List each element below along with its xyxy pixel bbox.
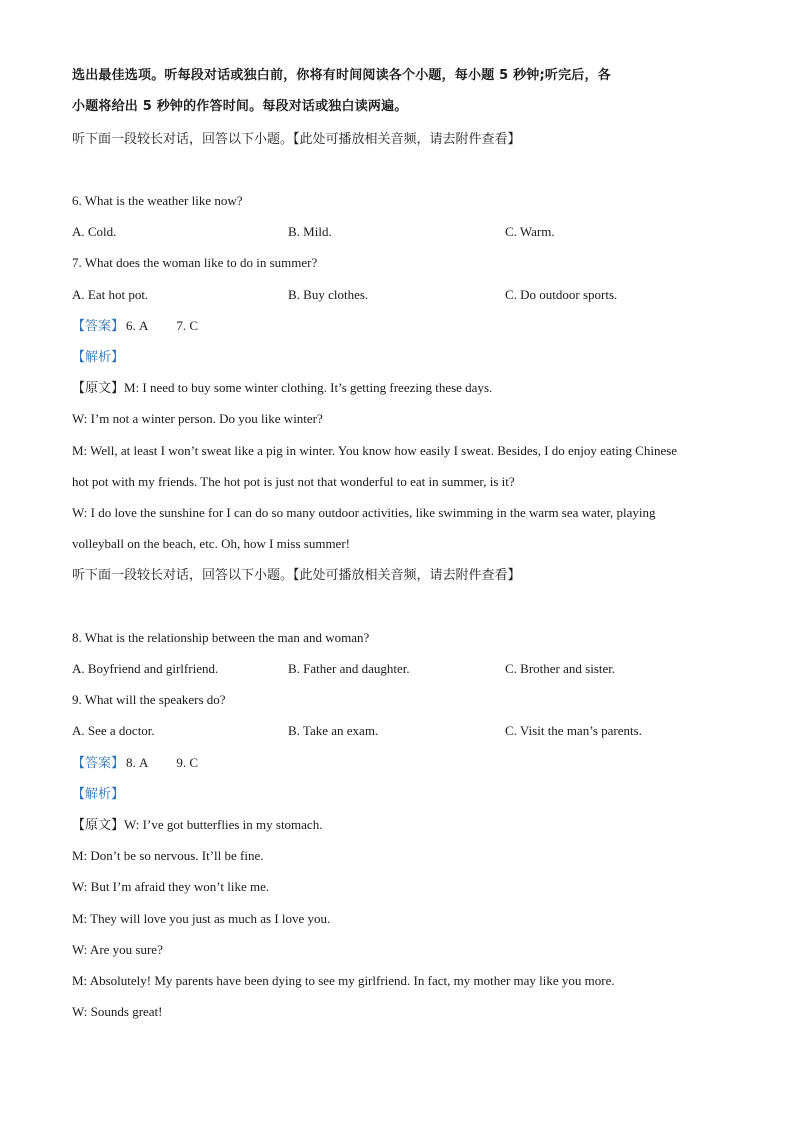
answer-tag: 【答案】 [72,756,125,771]
answer-8: 8. A [126,755,149,770]
script-1-line-3: M: Well, at least I won’t sweat like a pig in winter. You know how easily I sweat. Besides, I do enjoy eating Chinese [72,443,678,458]
option-a: A. See a doctor. [72,723,155,738]
analysis-line-1 [72,348,124,367]
script-2-line-6: M: Absolutely! My parents have been dying to see my girlfriend. In fact, my mother may like you more. [72,973,615,988]
script-2-line-2: M: Don’t be so nervous. It’ll be fine. [72,848,264,863]
option-c: C. Visit the man’s parents. [505,723,642,738]
question-7-options [72,286,732,304]
analysis-line-2 [72,785,124,804]
question-6-options [72,223,732,241]
question-8-options [72,660,732,678]
option-b: B. Mild. [288,224,332,239]
answer-line-1 [72,317,198,336]
question-6-stem: 6. What is the weather like now? [72,193,243,208]
answer-6: 6. A [126,318,149,333]
analysis-tag: 【解析】 [72,787,125,802]
option-a: A. Boyfriend and girlfriend. [72,661,219,676]
answer-7: 7. C [176,318,199,333]
script-1-line-2: W: I’m not a winter person. Do you like winter? [72,411,323,426]
script-text: W: I’ve got butterflies in my stomach. [124,817,323,832]
script-text: M: I need to buy some winter clothing. It’s getting freezing these days. [124,380,493,395]
option-c: C. Brother and sister. [505,661,616,676]
option-c: C. Do outdoor sports. [505,287,618,302]
answer-tag: 【答案】 [72,319,125,334]
script-2-line-4: M: They will love you just as much as I love you. [72,911,331,926]
script-1-line-1 [72,379,492,398]
option-a: A. Eat hot pot. [72,287,149,302]
answer-line-2 [72,754,198,773]
script-2-line-1 [72,816,322,835]
script-1-line-4: hot pot with my friends. The hot pot is just not that wonderful to eat in summer, is it? [72,474,515,489]
script-2-line-5: W: Are you sure? [72,942,163,957]
analysis-tag: 【解析】 [72,350,125,365]
original-tag: 【原文】 [72,818,125,833]
option-b: B. Father and daughter. [288,661,410,676]
instruction-line-2: 小题将给出 5 秒钟的作答时间。每段对话或独白读两遍。 [72,99,408,114]
script-1-line-6: volleyball on the beach, etc. Oh, how I miss summer! [72,536,350,551]
question-8-stem: 8. What is the relationship between the man and woman? [72,630,370,645]
instruction-line-1: 选出最佳选项。听每段对话或独白前，你将有时间阅读各个小题，每小题 5 秒钟;听完后，各 [72,68,611,83]
question-9-options [72,722,732,740]
question-9-stem: 9. What will the speakers do? [72,692,226,707]
script-2-line-3: W: But I’m afraid they won’t like me. [72,879,270,894]
option-a: A. Cold. [72,224,117,239]
original-tag: 【原文】 [72,381,125,396]
answer-9: 9. C [176,755,199,770]
script-2-line-7: W: Sounds great! [72,1004,163,1019]
section-1-header: 听下面一段较长对话，回答以下小题。【此处可播放相关音频，请去附件查看】 [72,132,521,147]
option-b: B. Take an exam. [288,723,379,738]
script-1-line-5: W: I do love the sunshine for I can do so many outdoor activities, like swimming in the warm sea water, playing [72,505,656,520]
question-7-stem: 7. What does the woman like to do in summer? [72,255,318,270]
option-c: C. Warm. [505,224,555,239]
section-2-header: 听下面一段较长对话，回答以下小题。【此处可播放相关音频，请去附件查看】 [72,568,521,583]
option-b: B. Buy clothes. [288,287,369,302]
